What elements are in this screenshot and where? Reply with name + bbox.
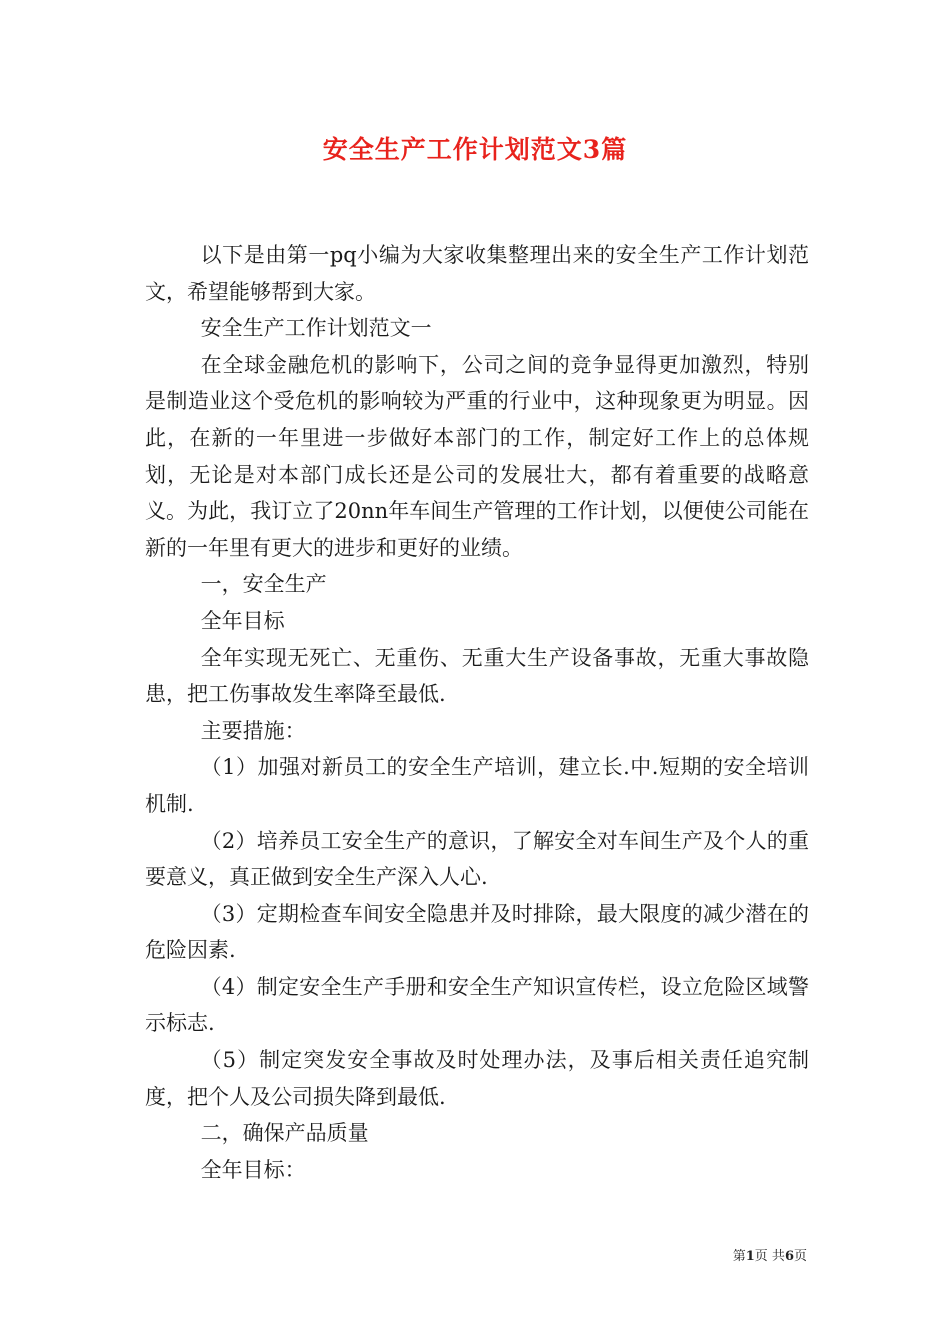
- footer-suffix: 页: [793, 1249, 807, 1264]
- section-heading: 二，确保产品质量: [200, 1121, 369, 1146]
- subheading: 全年目标: [200, 608, 285, 633]
- page-number-footer: [733, 1245, 807, 1264]
- list-item: （3）定期检查车间安全隐患并及时排除，最大限度的减少潜在的危险因素.: [145, 901, 809, 963]
- subheading: 主要措施：: [200, 718, 306, 743]
- list-item: （4）制定安全生产手册和安全生产知识宣传栏，设立危险区域警示标志.: [145, 974, 809, 1036]
- list-item: （1）加强对新员工的安全生产培训，建立长.中.短期的安全培训机制.: [145, 755, 809, 816]
- body-paragraph: 在全球金融危机的影响下，公司之间的竞争显得更加激烈，特别是制造业这个受危机的影响较为严重的行业中，这种现象更为明显。因此，在新的一年里进一步做好本部门的工作，制定好工作上的总体规划，无论是对本部门成长还是公司的发展壮大，都有着重要的战略意义。为此，我订立了20nn年车间生产管理的工作计划，以便使公司能在新的一年里有更大的进步和更好的业绩。: [145, 352, 809, 560]
- footer-middle: 页 共: [754, 1249, 785, 1264]
- document-body: [145, 237, 809, 1188]
- list-item: （2）培养员工安全生产的意识，了解安全对车间生产及个人的重要意义，真正做到安全生产深入人心.: [145, 828, 809, 890]
- intro-paragraph: 以下是由第一pq小编为大家收集整理出来的安全生产工作计划范文，希望能够帮到大家。: [145, 243, 809, 304]
- footer-prefix: 第: [732, 1249, 746, 1264]
- document-title: 安全生产工作计划范文3篇: [322, 135, 628, 164]
- subheading: 全年目标：: [200, 1157, 306, 1182]
- section-heading: 安全生产工作计划范文一: [200, 316, 432, 341]
- section-heading: 一，安全生产: [200, 572, 327, 597]
- footer-total-pages: 6: [784, 1249, 794, 1264]
- list-item: （5）制定突发安全事故及时处理办法，及事后相关责任追究制度，把个人及公司损失降到最低.: [145, 1048, 809, 1109]
- body-paragraph: 全年实现无死亡、无重伤、无重大生产设备事故，无重大事故隐患，把工伤事故发生率降至最低.: [145, 645, 809, 707]
- footer-current-page: 1: [745, 1249, 755, 1264]
